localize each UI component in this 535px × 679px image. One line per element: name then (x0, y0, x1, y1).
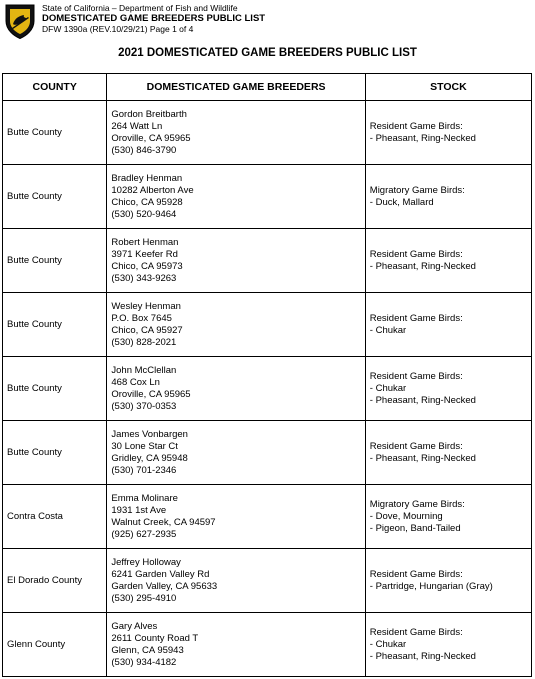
stock-species: - Dove, Mourning (369, 510, 443, 522)
breeder-cell (107, 485, 365, 549)
form-info: DFW 1390a (REV.10/29/21) Page 1 of 4 (42, 24, 194, 34)
county-cell: Glenn County (3, 613, 107, 677)
county-cell: Butte County (3, 357, 107, 421)
stock-category: Resident Game Birds: (369, 248, 463, 260)
breeder-name: Gary Alves (111, 620, 158, 632)
breeder-name: James Vonbargen (111, 428, 188, 440)
breeder-phone: (530) 295-4910 (111, 592, 177, 604)
breeder-phone: (530) 370-0353 (111, 400, 177, 412)
breeder-name: Gordon Breitbarth (111, 108, 187, 120)
stock-cell (365, 293, 531, 357)
breeder-cell (107, 293, 365, 357)
document-title: 2021 DOMESTICATED GAME BREEDERS PUBLIC LIST (118, 47, 417, 59)
stock-species: - Chukar (369, 324, 407, 336)
stock-category: Migratory Game Birds: (369, 184, 465, 196)
breeder-cell (107, 229, 365, 293)
header-county: COUNTY (3, 74, 107, 101)
stock-species: - Pheasant, Ring-Necked (369, 452, 476, 464)
breeder-phone: (530) 701-2346 (111, 464, 177, 476)
breeder-address-line: Walnut Creek, CA 94597 (111, 516, 216, 528)
stock-species: - Partridge, Hungarian (Gray) (369, 580, 493, 592)
breeder-name: Bradley Henman (111, 172, 183, 184)
stock-cell (365, 357, 531, 421)
breeder-address-line: P.O. Box 7645 (111, 312, 172, 324)
stock-species: - Pheasant, Ring-Necked (369, 260, 476, 272)
breeder-address-line: Gridley, CA 95948 (111, 452, 188, 464)
stock-cell (365, 101, 531, 165)
county-cell: El Dorado County (3, 549, 107, 613)
header-stock: STOCK (365, 74, 531, 101)
breeder-cell (107, 421, 365, 485)
county-cell: Butte County (3, 229, 107, 293)
table-row (3, 613, 532, 677)
breeder-address-line: Chico, CA 95927 (111, 324, 183, 336)
stock-species: - Pigeon, Band-Tailed (369, 522, 461, 534)
table-header-row (3, 74, 532, 101)
breeder-cell (107, 101, 365, 165)
breeder-phone: (530) 343-9263 (111, 272, 177, 284)
breeder-name: Wesley Henman (111, 300, 181, 312)
breeder-phone: (530) 520-9464 (111, 208, 177, 220)
breeder-name: Robert Henman (111, 236, 179, 248)
stock-cell (365, 165, 531, 229)
county-cell: Butte County (3, 421, 107, 485)
table-row (3, 421, 532, 485)
stock-species: - Pheasant, Ring-Necked (369, 650, 476, 662)
stock-cell (365, 549, 531, 613)
breeder-phone: (530) 934-4182 (111, 656, 177, 668)
cdfw-shield-logo-icon (4, 3, 36, 40)
table-row (3, 229, 532, 293)
breeder-address-line: Glenn, CA 95943 (111, 644, 184, 656)
breeder-address-line: Chico, CA 95928 (111, 196, 183, 208)
stock-cell (365, 485, 531, 549)
breeder-address-line: 2611 County Road T (111, 632, 199, 644)
county-cell: Contra Costa (3, 485, 107, 549)
county-cell: Butte County (3, 293, 107, 357)
header-breeders: DOMESTICATED GAME BREEDERS (107, 74, 365, 101)
stock-cell (365, 229, 531, 293)
stock-species: - Pheasant, Ring-Necked (369, 132, 476, 144)
stock-category: Migratory Game Birds: (369, 498, 465, 510)
breeder-address-line: Oroville, CA 95965 (111, 132, 191, 144)
breeder-cell (107, 549, 365, 613)
breeder-name: Jeffrey Holloway (111, 556, 181, 568)
breeder-address-line: 1931 1st Ave (111, 504, 167, 516)
breeder-cell (107, 357, 365, 421)
department-name: State of California – Department of Fish and Wildlife (42, 3, 238, 13)
stock-category: Resident Game Birds: (369, 370, 463, 382)
stock-category: Resident Game Birds: (369, 626, 463, 638)
stock-cell (365, 613, 531, 677)
breeder-address-line: Chico, CA 95973 (111, 260, 183, 272)
stock-category: Resident Game Birds: (369, 312, 463, 324)
breeder-address-line: 6241 Garden Valley Rd (111, 568, 210, 580)
breeder-phone: (925) 627-2935 (111, 528, 177, 540)
table-row (3, 293, 532, 357)
breeder-address-line: 468 Cox Ln (111, 376, 160, 388)
breeder-phone: (530) 828-2021 (111, 336, 177, 348)
breeders-table (2, 73, 532, 677)
table-row (3, 101, 532, 165)
breeder-address-line: 3971 Keefer Rd (111, 248, 178, 260)
breeder-cell (107, 165, 365, 229)
stock-category: Resident Game Birds: (369, 440, 463, 452)
breeder-address-line: Oroville, CA 95965 (111, 388, 191, 400)
stock-cell (365, 421, 531, 485)
breeder-name: John McClellan (111, 364, 177, 376)
county-cell: Butte County (3, 165, 107, 229)
stock-species: - Chukar (369, 638, 407, 650)
county-cell: Butte County (3, 101, 107, 165)
breeder-address-line: Garden Valley, CA 95633 (111, 580, 218, 592)
table-row (3, 549, 532, 613)
breeder-address-line: 10282 Alberton Ave (111, 184, 194, 196)
breeder-phone: (530) 846-3790 (111, 144, 177, 156)
table-row (3, 165, 532, 229)
stock-species: - Chukar (369, 382, 407, 394)
breeder-cell (107, 613, 365, 677)
stock-category: Resident Game Birds: (369, 120, 463, 132)
table-row (3, 485, 532, 549)
stock-species: - Pheasant, Ring-Necked (369, 394, 476, 406)
table-row (3, 357, 532, 421)
breeder-address-line: 264 Watt Ln (111, 120, 163, 132)
breeder-name: Emma Molinare (111, 492, 178, 504)
page-header (4, 2, 524, 42)
list-name: DOMESTICATED GAME BREEDERS PUBLIC LIST (42, 13, 266, 24)
breeder-address-line: 30 Lone Star Ct (111, 440, 178, 452)
stock-category: Resident Game Birds: (369, 568, 463, 580)
stock-species: - Duck, Mallard (369, 196, 434, 208)
